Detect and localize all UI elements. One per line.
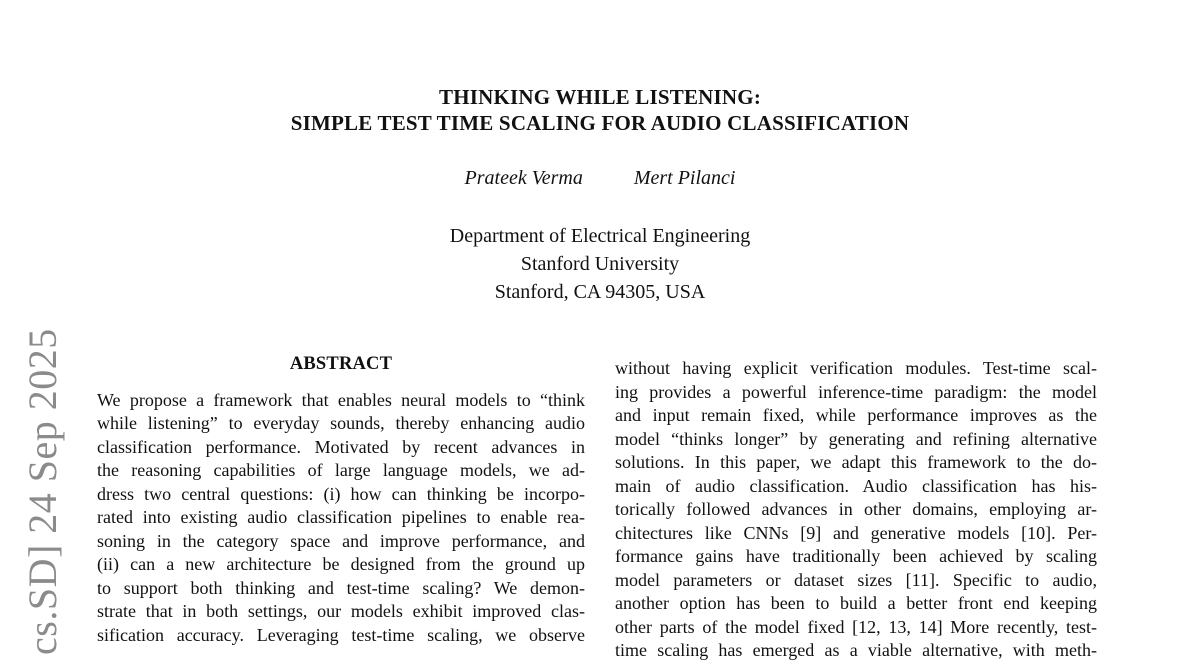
intro-line: model parameters or dataset sizes [11]. Specific to audio, [615,569,1097,590]
abstract-column [97,353,585,647]
intro-line: without having explicit verification modules. Test-time scal- [615,358,1097,378]
paper-title-line: THINKING WHILE LISTENING: [438,85,762,109]
intro-line: solutions. In this paper, we adapt this framework to the do- [615,452,1097,472]
intro-line: other parts of the model fixed [12, 13, 14] More recently, test- [615,616,1097,637]
affiliation-line: Department of Electrical Engineering [449,225,751,247]
abstract-line: strate that in both settings, our models exhibit improved clas- [97,601,585,621]
intro-line: and input remain fixed, while performance improves as the [615,405,1097,425]
intro-line: model “thinks longer” by generating and refining alternative [615,428,1097,449]
abstract-line: classification performance. Motivated by recent advances in [97,436,585,457]
author-name: Mert Pilanci [633,167,736,189]
intro-line: chitectures like CNNs [9] and generative models [10]. Per- [615,522,1097,543]
intro-line: another option has been to build a better front end keeping [615,593,1097,613]
abstract-line: the reasoning capabilities of large language models, we ad- [97,460,585,480]
paper-title [0,84,1200,136]
abstract-line: soning in the category space and improve performance, and [97,530,585,551]
abstract-body [97,389,585,648]
paper-title-line: SIMPLE TEST TIME SCALING FOR AUDIO CLASSIFICATION [290,111,910,135]
abstract-line: sification accuracy. Leveraging test-time scaling, we observe [97,624,585,645]
abstract-line: rated into existing audio classification pipelines to enable rea- [97,507,585,527]
arxiv-watermark: cs.SD] 24 Sep 2025 [20,328,65,655]
affiliation-line: Stanford, CA 94305, USA [494,281,706,303]
abstract-line: while listening” to everyday sounds, thereby enhancing audio [97,413,585,433]
intro-line: formance gains have traditionally been achieved by scaling [615,546,1097,566]
abstract-heading: ABSTRACT [289,354,393,374]
intro-column [615,357,1097,663]
abstract-line: We propose a framework that enables neural models to “think [97,389,585,410]
intro-line: torically followed advances in other domains, employing ar- [615,499,1097,519]
intro-line: ing provides a powerful inference-time paradigm: the model [615,381,1097,402]
affiliation-block [0,222,1200,306]
intro-line: main of audio classification. Audio classification has his- [615,475,1097,496]
abstract-line: dress two central questions: (i) how can thinking be incorpo- [97,483,585,504]
author-list [0,166,1200,190]
abstract-line: (ii) can a new architecture be designed from the ground up [97,554,585,574]
abstract-line: to support both thinking and test-time scaling? We demon- [97,577,585,598]
author-name: Prateek Verma [464,167,583,189]
affiliation-line: Stanford University [520,253,680,275]
intro-line: time scaling has emerged as a viable alternative, with meth- [615,640,1097,660]
